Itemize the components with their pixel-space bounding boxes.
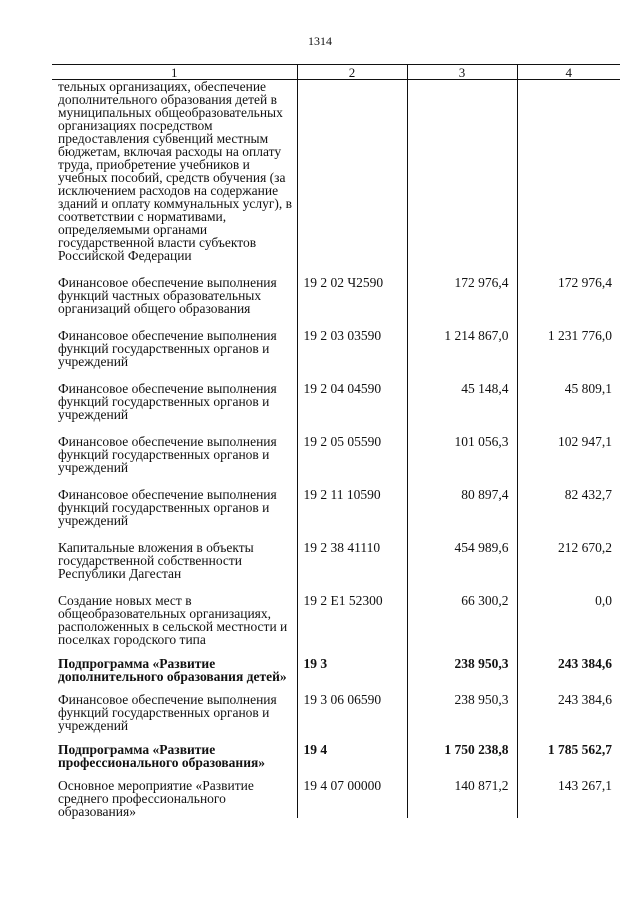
table-row xyxy=(52,421,620,474)
row-value-2: 143 267,1 xyxy=(517,769,620,818)
budget-table xyxy=(52,64,620,818)
table-row xyxy=(52,683,620,732)
column-header-2: 2 xyxy=(297,65,407,80)
row-code: 19 3 06 06590 xyxy=(297,683,407,732)
row-value-2: 212 670,2 xyxy=(517,527,620,580)
table-row xyxy=(52,474,620,527)
row-value-2: 243 384,6 xyxy=(517,646,620,683)
table-row xyxy=(52,646,620,683)
header-row xyxy=(52,65,620,80)
row-value-2: 172 976,4 xyxy=(517,262,620,315)
row-value-2: 0,0 xyxy=(517,580,620,646)
row-value-1: 101 056,3 xyxy=(407,421,517,474)
row-value-2: 1 231 776,0 xyxy=(517,315,620,368)
row-value-1: 66 300,2 xyxy=(407,580,517,646)
row-code: 19 2 02 Ч2590 xyxy=(297,262,407,315)
row-name: Финансовое обеспечение выполнения функций государственных органов и учреждений xyxy=(58,692,277,733)
column-header-4: 4 xyxy=(517,65,620,80)
column-header-1: 1 xyxy=(52,65,297,80)
row-code: 19 4 xyxy=(297,732,407,769)
table-row xyxy=(52,315,620,368)
row-value-2: 1 785 562,7 xyxy=(517,732,620,769)
row-name: Создание новых мест в общеобразовательных организациях, расположенных в сельской местности и поселках городского типа xyxy=(58,593,288,647)
row-value-2: 82 432,7 xyxy=(517,474,620,527)
row-name: тельных организациях, обеспечение дополнительного образования детей в муниципальных общеобразовательных организациях посредством предоставления субвенций местным бюджетам, включая расходы на оплату труда, приобретение учебников и учебных пособий, средств обучения (за исключением расходов на содержание зданий и оплату коммунальных услуг), в соответствии с нормативами, определяемыми органами государственной власти субъектов Российской Федерации xyxy=(58,79,293,263)
row-code: 19 2 03 03590 xyxy=(297,315,407,368)
row-code: 19 2 Е1 52300 xyxy=(297,580,407,646)
row-name: Подпрограмма «Развитие профессионального образования» xyxy=(58,742,266,770)
table-row xyxy=(52,580,620,646)
table-row xyxy=(52,80,620,263)
table-row xyxy=(52,368,620,421)
row-name: Финансовое обеспечение выполнения функций государственных органов и учреждений xyxy=(58,434,277,475)
table-row xyxy=(52,262,620,315)
row-value-2: 243 384,6 xyxy=(517,683,620,732)
row-name: Финансовое обеспечение выполнения функций государственных органов и учреждений xyxy=(58,381,277,422)
row-name: Капитальные вложения в объекты государственной собственности Республики Дагестан xyxy=(58,540,254,581)
row-value-2 xyxy=(517,80,620,263)
row-value-2: 45 809,1 xyxy=(517,368,620,421)
row-value-1: 80 897,4 xyxy=(407,474,517,527)
row-value-1: 238 950,3 xyxy=(407,683,517,732)
table-row xyxy=(52,527,620,580)
row-value-1: 1 750 238,8 xyxy=(407,732,517,769)
table-header xyxy=(52,65,620,80)
row-value-1 xyxy=(407,80,517,263)
row-value-1: 238 950,3 xyxy=(407,646,517,683)
table-row xyxy=(52,732,620,769)
row-value-1: 1 214 867,0 xyxy=(407,315,517,368)
row-code: 19 3 xyxy=(297,646,407,683)
table-body xyxy=(52,80,620,819)
row-code: 19 4 07 00000 xyxy=(297,769,407,818)
row-name: Финансовое обеспечение выполнения функций государственных органов и учреждений xyxy=(58,328,277,369)
row-code: 19 2 38 41110 xyxy=(297,527,407,580)
row-value-1: 172 976,4 xyxy=(407,262,517,315)
row-value-2: 102 947,1 xyxy=(517,421,620,474)
column-header-3: 3 xyxy=(407,65,517,80)
row-value-1: 45 148,4 xyxy=(407,368,517,421)
row-name: Финансовое обеспечение выполнения функций частных образовательных организаций общего образования xyxy=(58,275,277,316)
row-name: Подпрограмма «Развитие дополнительного образования детей» xyxy=(58,656,287,684)
table-row xyxy=(52,769,620,818)
row-code: 19 2 05 05590 xyxy=(297,421,407,474)
row-code: 19 2 11 10590 xyxy=(297,474,407,527)
row-value-1: 454 989,6 xyxy=(407,527,517,580)
page-number: 1314 xyxy=(308,34,332,48)
row-name: Основное мероприятие «Развитие среднего профессионального образования» xyxy=(58,778,254,819)
row-name: Финансовое обеспечение выполнения функций государственных органов и учреждений xyxy=(58,487,277,528)
row-code: 19 2 04 04590 xyxy=(297,368,407,421)
row-code xyxy=(297,80,407,263)
row-value-1: 140 871,2 xyxy=(407,769,517,818)
